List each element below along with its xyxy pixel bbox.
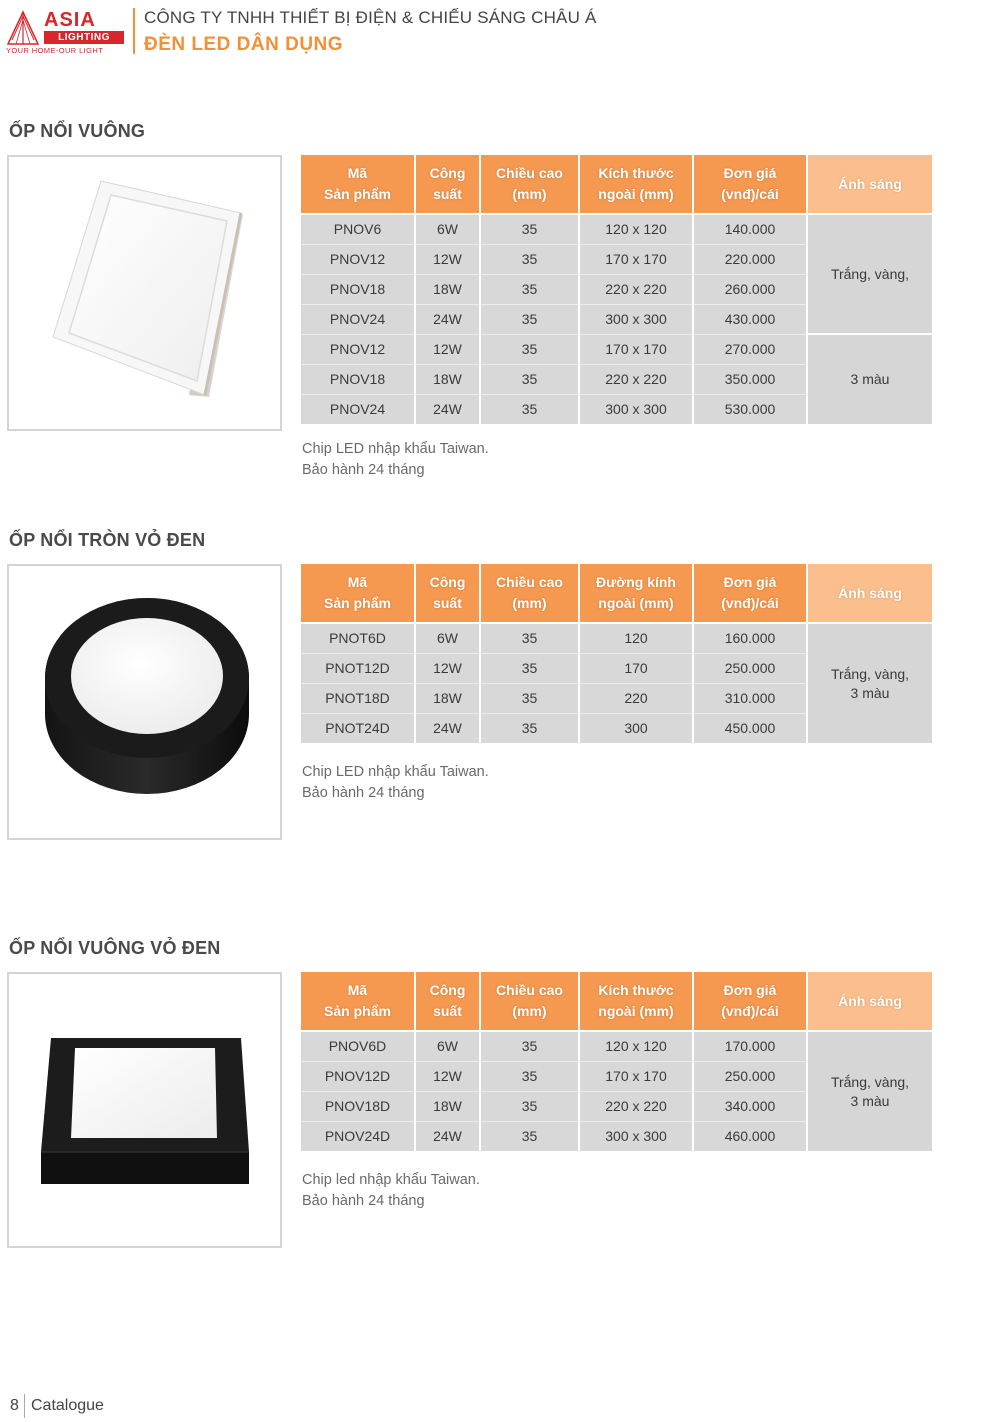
cell-size: 300 x 300 xyxy=(579,1121,693,1151)
cell-price: 220.000 xyxy=(693,244,807,274)
cell-price: 310.000 xyxy=(693,683,807,713)
cell-code: PNOV12D xyxy=(301,1061,415,1091)
cell-height: 35 xyxy=(480,304,579,334)
header-light: Ánh sáng xyxy=(807,155,932,214)
product-notes xyxy=(302,762,489,804)
cell-code: PNOV24D xyxy=(301,1121,415,1151)
product-photo-black-round xyxy=(7,564,282,840)
cell-height: 35 xyxy=(480,623,579,653)
note-line: Bảo hành 24 tháng xyxy=(302,1193,425,1209)
cell-power: 18W xyxy=(415,683,480,713)
cell-light: Trắng, vàng, 3 màu xyxy=(807,623,932,743)
header-power: Công suất xyxy=(415,972,480,1031)
cell-height: 35 xyxy=(480,394,579,424)
footer-divider xyxy=(24,1394,25,1418)
cell-code: PNOV18 xyxy=(301,274,415,304)
header-code: Mã Sản phẩm xyxy=(301,155,415,214)
cell-size: 170 x 170 xyxy=(579,244,693,274)
cell-size: 170 x 170 xyxy=(579,1061,693,1091)
cell-code: PNOV6D xyxy=(301,1031,415,1061)
cell-power: 18W xyxy=(415,274,480,304)
cell-price: 430.000 xyxy=(693,304,807,334)
header-code: Mã Sản phẩm xyxy=(301,564,415,623)
cell-code: PNOT24D xyxy=(301,713,415,743)
spec-table xyxy=(301,155,932,424)
cell-light: Trắng, vàng, xyxy=(807,214,932,334)
product-notes xyxy=(302,439,489,481)
table-row xyxy=(301,623,932,653)
cell-height: 35 xyxy=(480,364,579,394)
cell-height: 35 xyxy=(480,334,579,364)
logo-mark-icon xyxy=(6,10,40,46)
header-code: Mã Sản phẩm xyxy=(301,972,415,1031)
cell-size: 120 x 120 xyxy=(579,214,693,244)
cell-power: 12W xyxy=(415,653,480,683)
header-height: Chiều cao (mm) xyxy=(480,155,579,214)
logo-word: ASIA xyxy=(44,9,96,31)
section-title: ỐP NỔI VUÔNG xyxy=(9,121,146,141)
cell-price: 340.000 xyxy=(693,1091,807,1121)
cell-size: 170 x 170 xyxy=(579,334,693,364)
section-title: ỐP NỔI TRÒN VỎ ĐEN xyxy=(9,530,206,550)
company-logo xyxy=(6,8,122,56)
logo-tagline: YOUR HOME-OUR LIGHT xyxy=(6,46,104,55)
cell-height: 35 xyxy=(480,1031,579,1061)
cell-code: PNOV12 xyxy=(301,334,415,364)
cell-power: 24W xyxy=(415,304,480,334)
table-row xyxy=(301,1031,932,1061)
cell-diameter: 220 xyxy=(579,683,693,713)
header-height: Chiều cao (mm) xyxy=(480,972,579,1031)
cell-power: 18W xyxy=(415,1091,480,1121)
header-price: Đơn giá (vnđ)/cái xyxy=(693,564,807,623)
cell-code: PNOT6D xyxy=(301,623,415,653)
note-line: Chip led nhập khẩu Taiwan. xyxy=(302,1172,480,1188)
spec-table xyxy=(301,972,932,1151)
cell-code: PNOV18D xyxy=(301,1091,415,1121)
page-number: 8 xyxy=(10,1397,19,1414)
note-line: Chip LED nhập khẩu Taiwan. xyxy=(302,764,489,780)
header-height: Chiều cao (mm) xyxy=(480,564,579,623)
cell-price: 450.000 xyxy=(693,713,807,743)
cell-power: 12W xyxy=(415,244,480,274)
cell-price: 250.000 xyxy=(693,653,807,683)
cell-power: 24W xyxy=(415,1121,480,1151)
cell-power: 6W xyxy=(415,214,480,244)
cell-price: 250.000 xyxy=(693,1061,807,1091)
black-square-panel-icon xyxy=(9,974,280,1246)
header-divider xyxy=(133,8,135,54)
cell-price: 460.000 xyxy=(693,1121,807,1151)
cell-power: 6W xyxy=(415,1031,480,1061)
cell-size: 220 x 220 xyxy=(579,274,693,304)
cell-price: 350.000 xyxy=(693,364,807,394)
table-row xyxy=(301,214,932,244)
footer-label: Catalogue xyxy=(31,1397,104,1414)
cell-height: 35 xyxy=(480,214,579,244)
header-size: Kích thước ngoài (mm) xyxy=(579,155,693,214)
cell-code: PNOT12D xyxy=(301,653,415,683)
cell-height: 35 xyxy=(480,1091,579,1121)
cell-height: 35 xyxy=(480,683,579,713)
header-price: Đơn giá (vnđ)/cái xyxy=(693,972,807,1031)
cell-diameter: 300 xyxy=(579,713,693,743)
cell-power: 12W xyxy=(415,1061,480,1091)
cell-power: 6W xyxy=(415,623,480,653)
cell-light: Trắng, vàng, 3 màu xyxy=(807,1031,932,1151)
header-power: Công suất xyxy=(415,564,480,623)
cell-diameter: 170 xyxy=(579,653,693,683)
cell-power: 24W xyxy=(415,394,480,424)
company-name: CÔNG TY TNHH THIẾT BỊ ĐIỆN & CHIẾU SÁNG CHÂU Á xyxy=(144,8,597,27)
black-round-panel-icon xyxy=(9,566,280,838)
header-price: Đơn giá (vnđ)/cái xyxy=(693,155,807,214)
cell-code: PNOV24 xyxy=(301,304,415,334)
cell-power: 12W xyxy=(415,334,480,364)
cell-height: 35 xyxy=(480,244,579,274)
cell-code: PNOV18 xyxy=(301,364,415,394)
cell-diameter: 120 xyxy=(579,623,693,653)
product-photo-black-square xyxy=(7,972,282,1248)
cell-code: PNOV12 xyxy=(301,244,415,274)
cell-height: 35 xyxy=(480,274,579,304)
white-square-panel-icon xyxy=(9,157,280,429)
header-power: Công suất xyxy=(415,155,480,214)
cell-size: 300 x 300 xyxy=(579,394,693,424)
header-light: Ánh sáng xyxy=(807,564,932,623)
cell-height: 35 xyxy=(480,1121,579,1151)
table-header-row xyxy=(301,564,932,623)
cell-price: 260.000 xyxy=(693,274,807,304)
spec-table xyxy=(301,564,932,743)
cell-size: 220 x 220 xyxy=(579,364,693,394)
header-light: Ánh sáng xyxy=(807,972,932,1031)
logo-sub: LIGHTING xyxy=(44,31,124,44)
note-line: Chip LED nhập khẩu Taiwan. xyxy=(302,441,489,457)
cell-price: 530.000 xyxy=(693,394,807,424)
cell-price: 140.000 xyxy=(693,214,807,244)
note-line: Bảo hành 24 tháng xyxy=(302,785,425,801)
cell-power: 18W xyxy=(415,364,480,394)
cell-height: 35 xyxy=(480,1061,579,1091)
section-title: ỐP NỔI VUÔNG VỎ ĐEN xyxy=(9,938,221,958)
header-size: Kích thước ngoài (mm) xyxy=(579,972,693,1031)
cell-height: 35 xyxy=(480,653,579,683)
product-photo-white-square xyxy=(7,155,282,431)
cell-code: PNOT18D xyxy=(301,683,415,713)
header-diameter: Đường kính ngoài (mm) xyxy=(579,564,693,623)
cell-code: PNOV24 xyxy=(301,394,415,424)
table-row xyxy=(301,334,932,364)
cell-price: 270.000 xyxy=(693,334,807,364)
cell-size: 220 x 220 xyxy=(579,1091,693,1121)
table-header-row xyxy=(301,972,932,1031)
category-title: ĐÈN LED DÂN DỤNG xyxy=(144,34,344,55)
cell-code: PNOV6 xyxy=(301,214,415,244)
product-notes xyxy=(302,1170,480,1212)
cell-price: 160.000 xyxy=(693,623,807,653)
note-line: Bảo hành 24 tháng xyxy=(302,462,425,478)
cell-height: 35 xyxy=(480,713,579,743)
cell-size: 120 x 120 xyxy=(579,1031,693,1061)
cell-light: 3 màu xyxy=(807,334,932,424)
table-header-row xyxy=(301,155,932,214)
cell-size: 300 x 300 xyxy=(579,304,693,334)
cell-price: 170.000 xyxy=(693,1031,807,1061)
cell-power: 24W xyxy=(415,713,480,743)
